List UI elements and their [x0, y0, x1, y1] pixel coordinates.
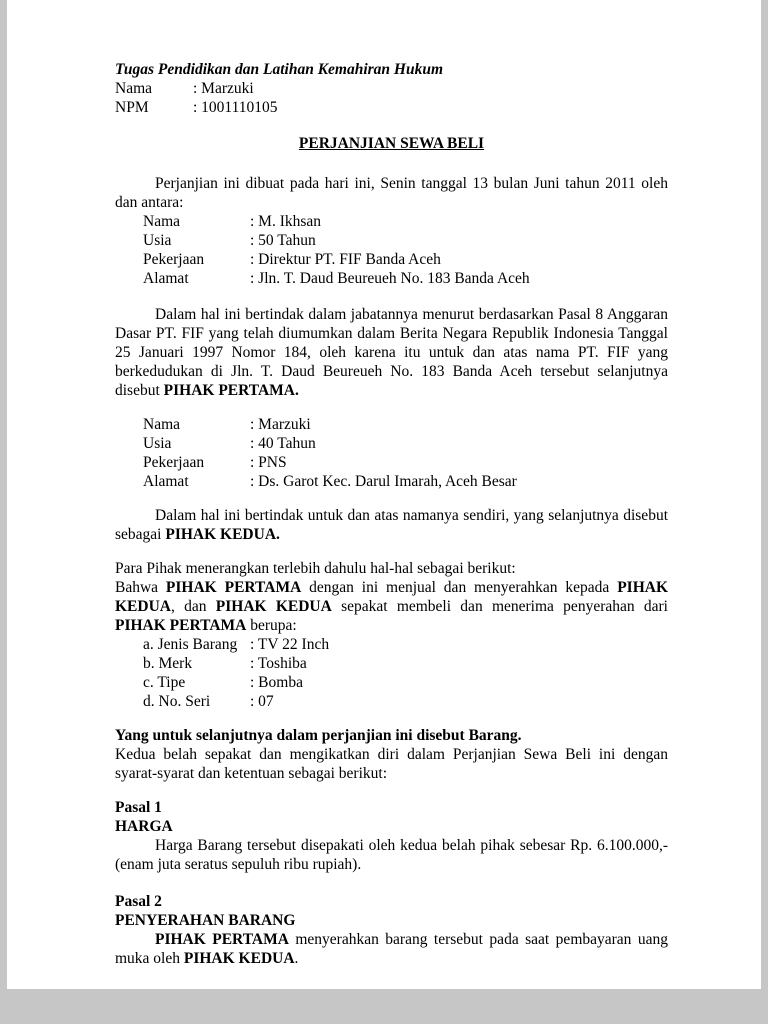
text-segment: PIHAK KEDUA.	[165, 526, 280, 543]
field-value: : 50 Tahun	[250, 232, 316, 249]
field-value: : Toshiba	[250, 655, 307, 672]
field-value: : Marzuki	[193, 80, 254, 97]
document-title: PERJANJIAN SEWA BELI	[298, 135, 485, 152]
field-row	[115, 231, 668, 250]
field-label: d. No. Seri	[143, 693, 211, 710]
text-segment: berupa:	[246, 617, 297, 634]
text-segment: PIHAK PERTAMA	[155, 931, 289, 948]
field-value: : 1001110105	[193, 99, 278, 116]
text-segment: PIHAK KEDUA	[183, 950, 295, 967]
field-label: c. Tipe	[143, 674, 186, 691]
text-segment: Bahwa	[115, 579, 166, 596]
text-segment: sepakat membeli dan menerima penyerahan dari	[331, 598, 668, 615]
party1-fields	[115, 212, 668, 288]
field-label: Usia	[143, 435, 172, 452]
text-segment: dengan ini menjual dan menyerahkan kepada	[301, 579, 618, 596]
field-label: Alamat	[143, 473, 189, 490]
field-row	[115, 635, 668, 654]
field-label: NPM	[115, 99, 149, 116]
field-value: : TV 22 Inch	[250, 636, 330, 653]
field-label: b. Merk	[143, 655, 193, 672]
field-label: Pekerjaan	[143, 454, 205, 471]
party2-description	[115, 506, 668, 544]
goods-fields	[115, 635, 668, 711]
pasal2-number: Pasal 2	[115, 893, 162, 910]
field-value: : Marzuki	[250, 416, 311, 433]
field-label: Pekerjaan	[143, 251, 205, 268]
field-value: : M. Ikhsan	[250, 213, 322, 230]
field-row	[115, 472, 668, 491]
pasal1-heading: HARGA	[115, 818, 173, 835]
field-row	[115, 453, 668, 472]
field-row	[115, 269, 668, 288]
text-segment: , dan	[170, 598, 216, 615]
preamble-line: Para Pihak menerangkan terlebih dahulu hal-hal sebagai berikut:	[115, 560, 516, 577]
field-label: Nama	[115, 80, 153, 97]
party1-description	[115, 305, 668, 400]
field-label: Nama	[143, 213, 181, 230]
field-value: : Jln. T. Daud Beureueh No. 183 Banda Aceh	[250, 270, 530, 287]
field-row	[115, 654, 668, 673]
text-segment: PIHAK KEDUA	[215, 598, 332, 615]
closing-paragraph: Kedua belah sepakat dan mengikatkan diri dalam Perjanjian Sewa Beli ini dengan syarat-syarat dan ketentuan sebagai berikut:	[115, 746, 668, 782]
field-value: : Direktur PT. FIF Banda Aceh	[250, 251, 441, 268]
field-row	[115, 434, 668, 453]
field-row	[115, 250, 668, 269]
pasal2-heading: PENYERAHAN BARANG	[115, 912, 296, 929]
field-row	[115, 415, 668, 434]
party2-fields	[115, 415, 668, 491]
text-segment: PIHAK PERTAMA.	[163, 382, 299, 399]
preamble-paragraph	[115, 578, 668, 635]
intro-paragraph: Perjanjian ini dibuat pada hari ini, Senin tanggal 13 bulan Juni tahun 2011 oleh dan antara:	[115, 175, 668, 211]
pasal2-body	[115, 930, 668, 968]
text-segment: Dalam hal ini bertindak dalam jabatannya menurut berdasarkan Pasal 8 Anggaran Dasar PT. FIF yang telah diumumkan dalam Berita Negara Republik Indonesia Tanggal 25 Januari 1997 Nomor 184, oleh karena itu untuk dan atas nama PT. FIF yang berkedudukan di Jln. T. Daud Beureueh No. 183 Banda Aceh tersebut selanjutnya disebut	[115, 306, 668, 399]
field-value: : 07	[250, 693, 274, 710]
text-segment: Dalam hal ini bertindak untuk dan atas namanya sendiri, yang selanjutnya disebut sebagai	[115, 507, 668, 543]
field-label: a. Jenis Barang	[143, 636, 238, 653]
field-value: : Ds. Garot Kec. Darul Imarah, Aceh Besar	[250, 473, 517, 490]
field-label: Alamat	[143, 270, 189, 287]
assignment-title: Tugas Pendidikan dan Latihan Kemahiran Hukum	[115, 61, 444, 78]
field-value: : Bomba	[250, 674, 303, 691]
field-label: Usia	[143, 232, 172, 249]
field-row	[115, 692, 668, 711]
field-value: : PNS	[250, 454, 287, 471]
pasal1-number: Pasal 1	[115, 799, 162, 816]
pasal1-body: Harga Barang tersebut disepakati oleh kedua belah pihak sebesar Rp. 6.100.000,- (enam juta seratus sepuluh ribu rupiah).	[115, 837, 668, 873]
field-value: : 40 Tahun	[250, 435, 316, 452]
field-row	[115, 212, 668, 231]
document-page	[7, 0, 761, 989]
text-segment: menyerahkan barang tersebut pada saat pembayaran uang muka oleh	[115, 931, 668, 967]
text-segment: PIHAK PERTAMA	[115, 617, 247, 634]
student-name-row	[115, 79, 668, 98]
document-content	[115, 60, 668, 968]
field-row	[115, 673, 668, 692]
field-label: Nama	[143, 416, 181, 433]
barang-bold-line: Yang untuk selanjutnya dalam perjanjian ini disebut Barang.	[115, 727, 522, 744]
text-segment: PIHAK KEDUA	[115, 579, 668, 615]
text-segment: PIHAK PERTAMA	[165, 579, 302, 596]
student-npm-row	[115, 98, 668, 117]
text-segment: .	[294, 950, 299, 967]
